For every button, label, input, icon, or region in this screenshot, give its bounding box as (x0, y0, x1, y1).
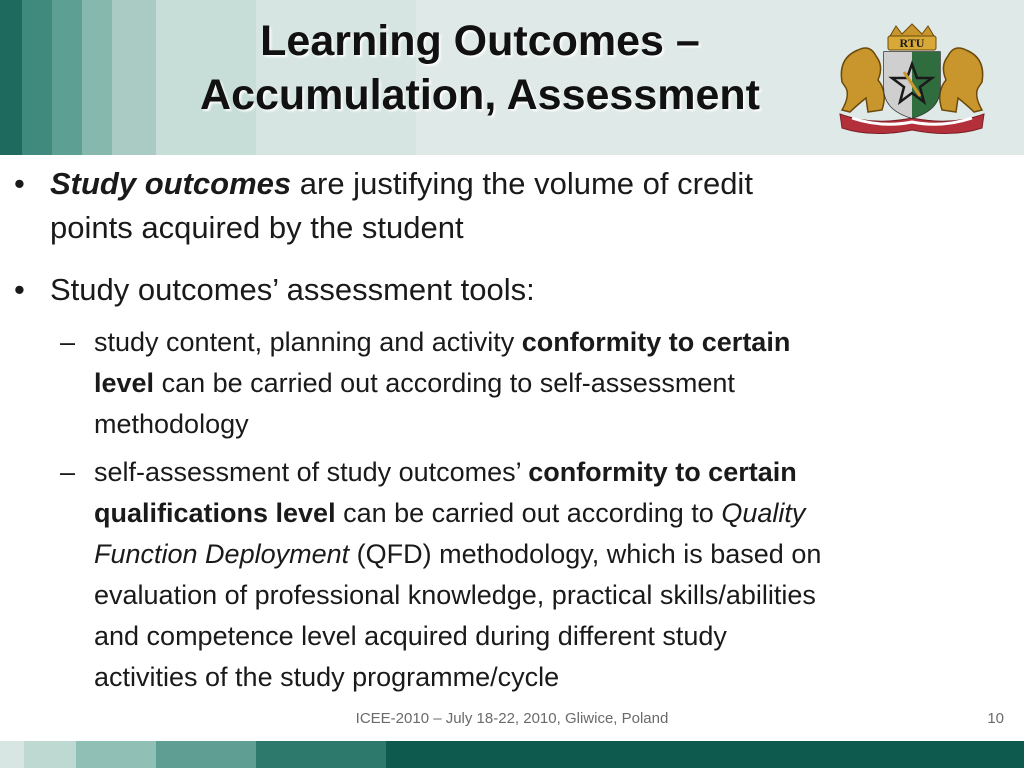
sub-2-bold-b: qualifications level (94, 498, 336, 528)
page-number: 10 (987, 710, 1004, 727)
footer-conference: ICEE-2010 – July 18-22, 2010, Gliwice, Poland (355, 710, 669, 727)
rtu-coat-of-arms-logo (832, 22, 992, 140)
logo-text: RTU (899, 36, 925, 50)
title-line-2: Accumulation, Assessment (200, 71, 760, 119)
footer-stripe (256, 741, 386, 768)
footer-bar (0, 741, 1024, 768)
footer-stripe (76, 741, 156, 768)
bullet-marker: • (14, 272, 25, 307)
sub-bullet-2-line-5: and competence level acquired during different study (94, 621, 727, 651)
bullet-2-line-1: Study outcomes’ assessment tools: (50, 272, 535, 307)
bullet-1-line-1 (50, 162, 970, 206)
sub-bullet-1-line-3: methodology (94, 409, 249, 439)
sub-bullet-marker: – (60, 327, 76, 357)
sub-2-italic-a: Quality (721, 498, 806, 528)
sub-1-bold-b: level (94, 368, 155, 398)
bullet-1-line-2: points acquired by the student (50, 210, 464, 245)
sub-bullet-marker: – (60, 457, 76, 487)
sub-2-italic-b: Function Deployment (94, 539, 350, 569)
bullet-1-text: are justifying the volume of credit (291, 166, 753, 201)
sub-bullet-1-line-1 (94, 322, 1019, 363)
slide-title (130, 14, 830, 122)
sub-2-text-b: can be carried out according to (335, 498, 722, 528)
sub-1-bold-a: conformity to certain (521, 327, 791, 357)
bullet-1-lead: Study outcomes (50, 166, 292, 201)
bullet-marker: • (14, 166, 25, 201)
sub-2-text-c: (QFD) methodology, which is based on (349, 539, 822, 569)
sub-bullet-2-line-2 (94, 493, 1019, 534)
header-stripe (22, 0, 52, 155)
footer-stripe (0, 741, 24, 768)
sub-bullet-2-line-1 (94, 452, 1019, 493)
sub-1-text-b: can be carried out according to self-assessment (154, 368, 735, 398)
header-stripe (0, 0, 22, 155)
sub-1-text-a: study content, planning and activity (94, 327, 522, 357)
sub-bullet-2-line-3 (94, 534, 1019, 575)
sub-2-text-a: self-assessment of study outcomes’ (94, 457, 529, 487)
sub-bullet-2-line-6: activities of the study programme/cycle (94, 662, 560, 692)
sub-2-bold-a: conformity to certain (528, 457, 797, 487)
footer-stripe (24, 741, 76, 768)
header-stripe (82, 0, 112, 155)
sub-bullet-1-line-2 (94, 363, 1019, 404)
footer-stripe (156, 741, 256, 768)
header-stripe (52, 0, 82, 155)
title-line-1: Learning Outcomes – (260, 17, 700, 65)
sub-bullet-2-line-4: evaluation of professional knowledge, practical skills/abilities (94, 580, 816, 610)
